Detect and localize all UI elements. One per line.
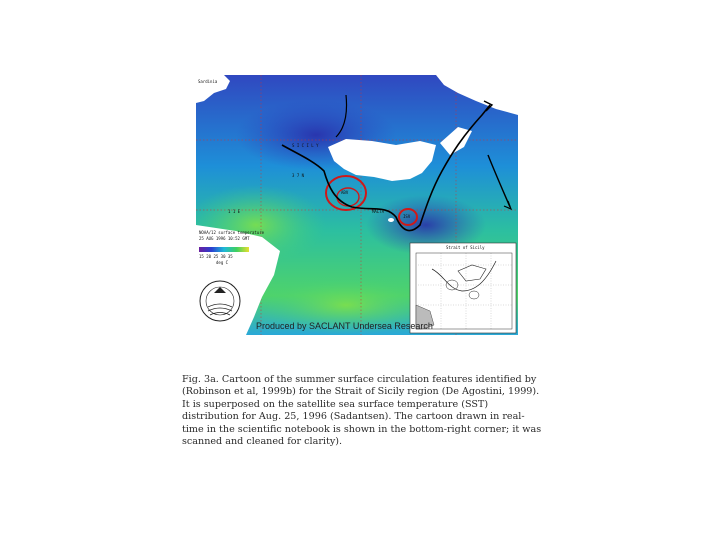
figure xyxy=(196,75,518,335)
eddy-label-abv: ABV xyxy=(341,190,349,195)
sst-map xyxy=(196,75,518,335)
figure-credit: Produced by SACLANT Undersea Research xyxy=(256,321,433,331)
notebook-inset xyxy=(410,243,516,333)
saclant-logo xyxy=(200,281,240,321)
label-latitude: 3 7 N xyxy=(292,173,305,178)
land-malta xyxy=(388,218,394,222)
scale-unit: deg C xyxy=(216,260,229,265)
label-longitude: 1 1 E xyxy=(228,209,241,214)
figure-caption: Fig. 3a. Cartoon of the summer surface circulation features identified by (Robinson et al, 1999b) for the Strait of Sicily region (De Agostini, 1999). It is superposed on the satellite sea surface temperature (SST) distribution for Aug. 25, 1996 (Sadantsen). The cartoon drawn in real-time in the scientific notebook is shown in the bottom-right corner; it was scanned and cleaned for clarity). xyxy=(182,374,542,448)
label-sicily: S I C I L Y xyxy=(292,143,319,148)
label-malta: MALTA xyxy=(372,209,385,214)
scale-ticks: 15 20 25 30 35 xyxy=(199,254,233,259)
inset-title: Strait of Sicily xyxy=(446,245,485,250)
label-sardinia: Sardinia xyxy=(198,79,218,84)
temperature-scale-bar xyxy=(199,247,249,252)
legend-title: NOAA/12 surface temperature xyxy=(199,230,265,235)
legend-date: 25 AUG 1996 10:52 GMT xyxy=(199,236,250,241)
eddy-label-mcc: ISV xyxy=(403,214,411,219)
